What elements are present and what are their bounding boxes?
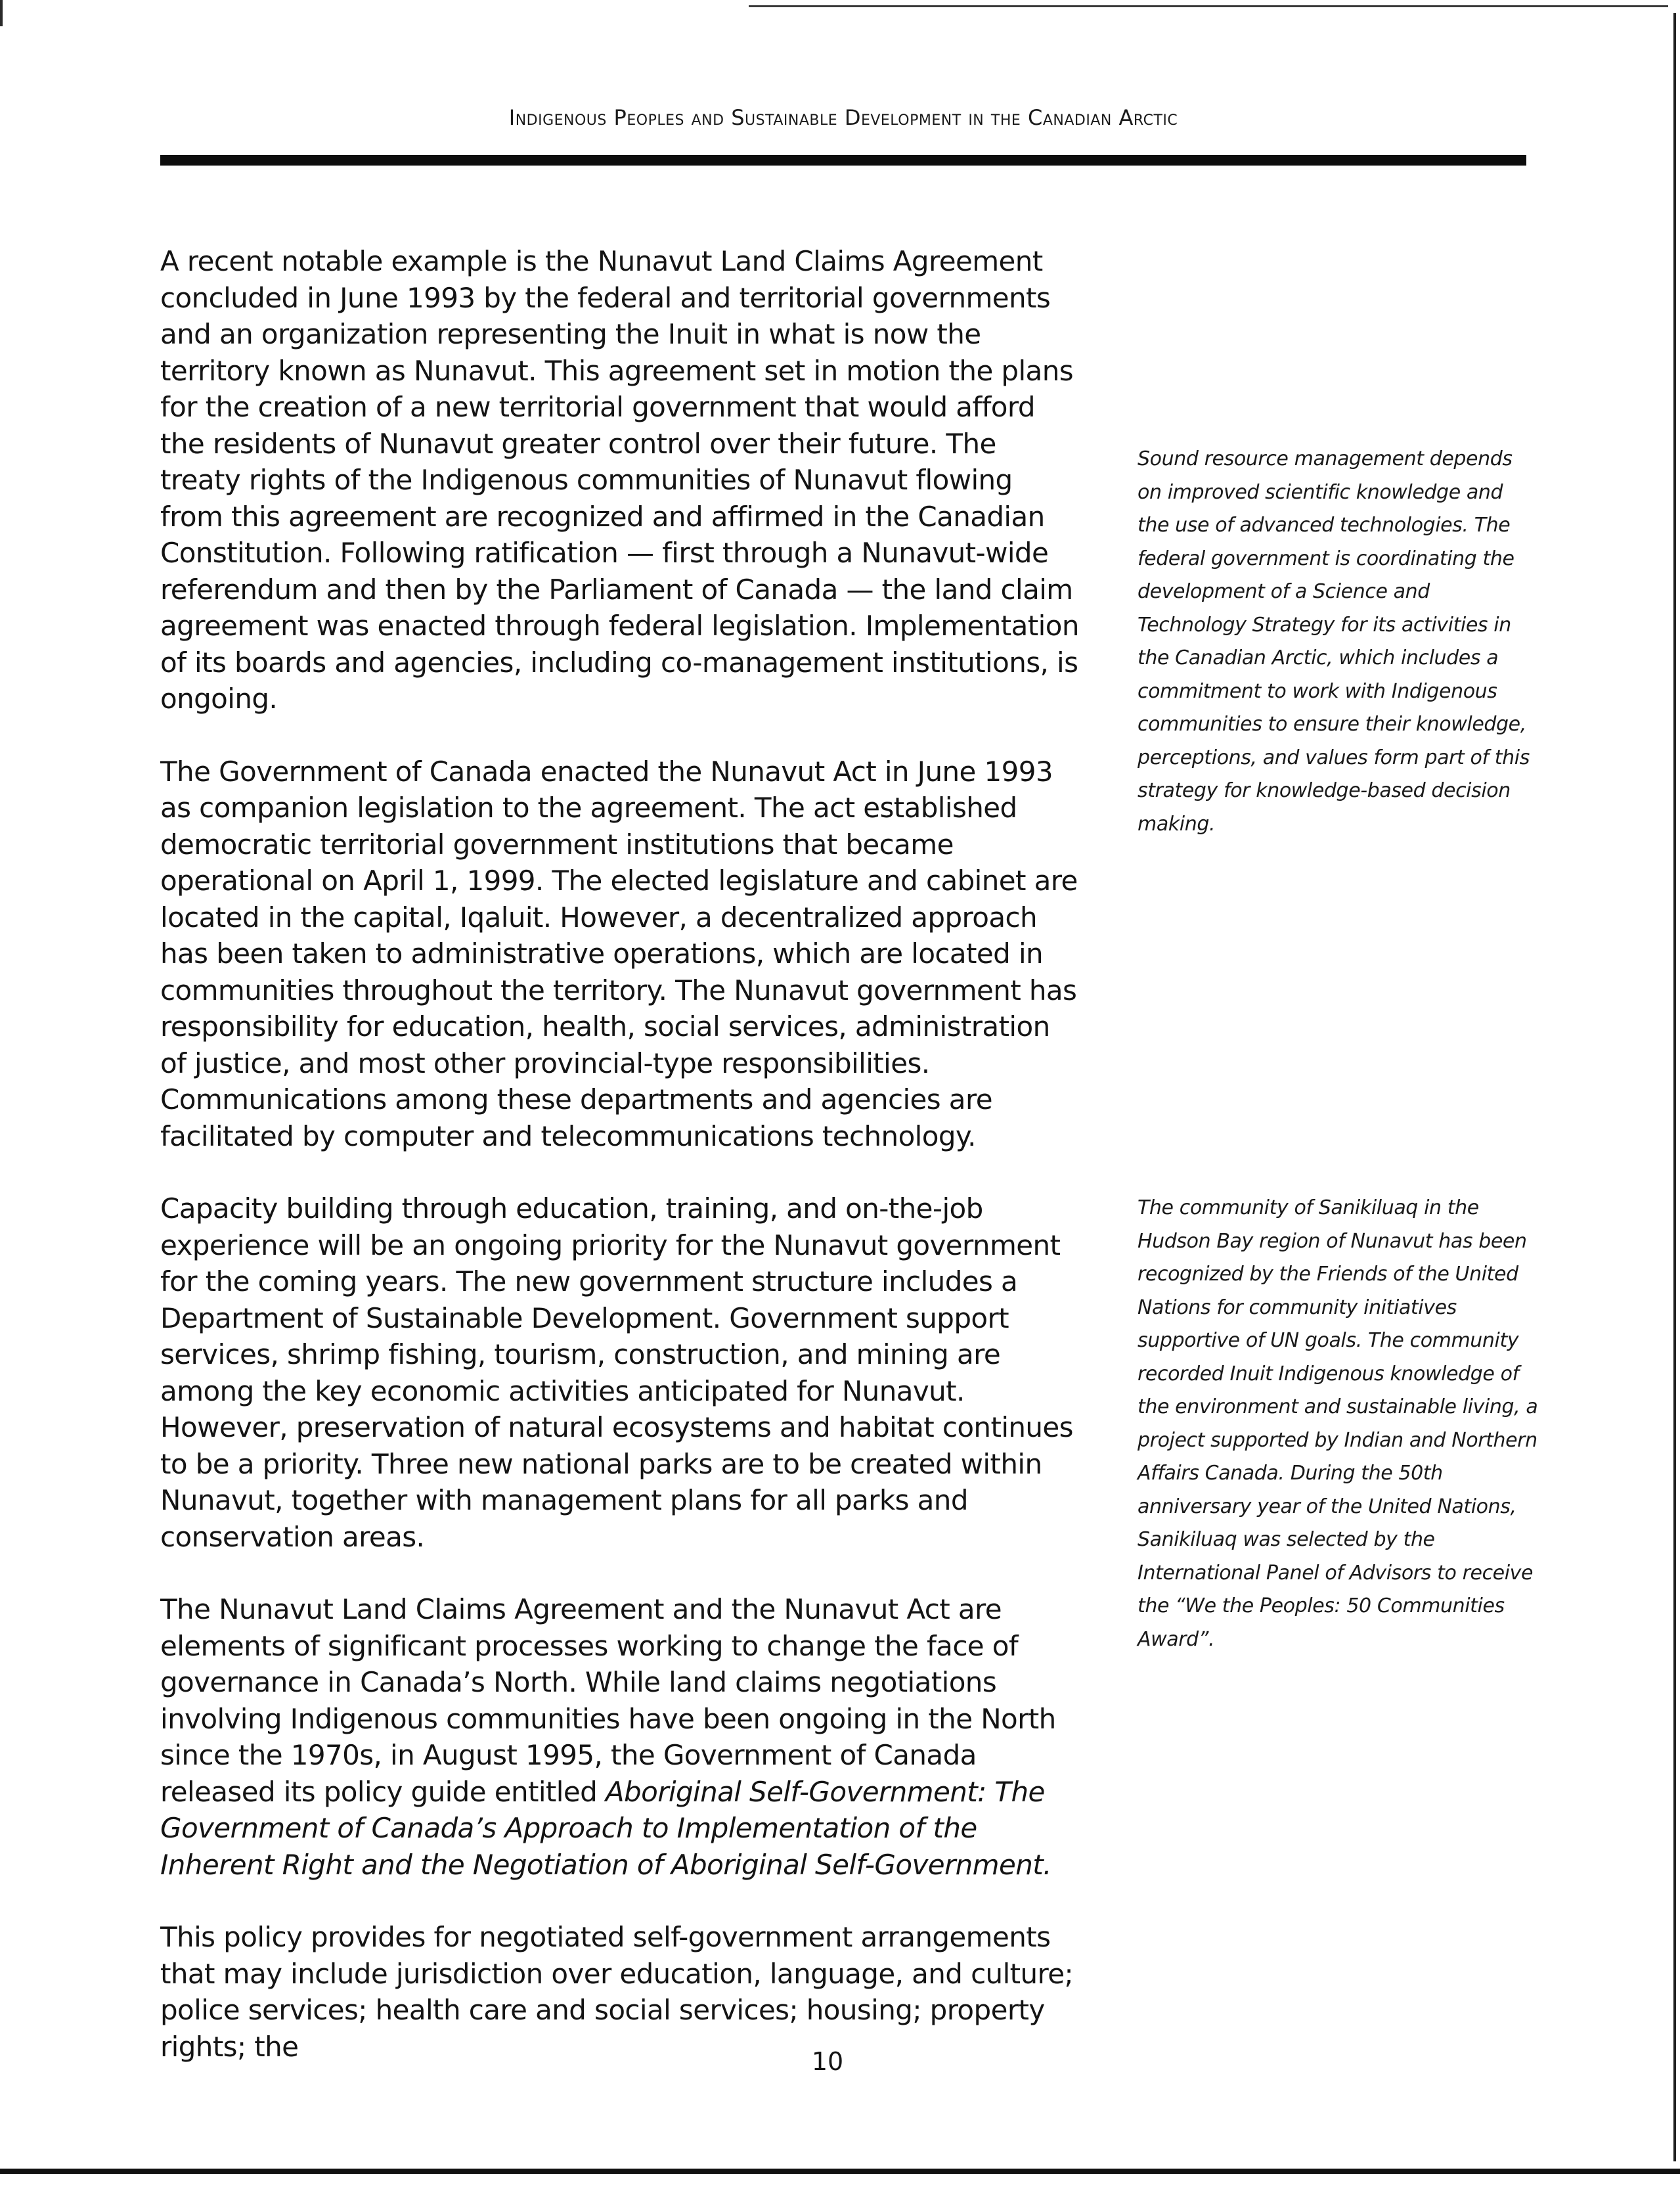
page-number: 10 xyxy=(811,2047,844,2076)
main-text-column xyxy=(160,243,1080,2065)
running-header: Indigenous Peoples and Sustainable Development in the Canadian Arctic xyxy=(508,105,1178,130)
body-paragraph-4-text: The Nunavut Land Claims Agreement and the Nunavut Act are elements of significant processes working to change the face of governance in Canada’s North. While land claims negotiations involving Indigenous communities have been ongoing in the North since the 1970s, in August 1995, the Government of Canada released its policy guide entitled xyxy=(160,1593,1056,1808)
policy-guide-title: Aboriginal Self-Government: The Government of Canada’s Approach to Implementation of the Inherent Right and the Negotiation of Aboriginal Self-Government. xyxy=(160,1775,1051,1881)
scan-right-edge-line xyxy=(1673,13,1676,2161)
body-paragraph-2: The Government of Canada enacted the Nunavut Act in June 1993 as companion legislation to the agreement. The act established democratic territorial government institutions that became operational on April 1, 1999. The elected legislature and cabinet are located in the capital, Iqaluit. However, a decentralized approach has been taken to administrative operations, which are located in communities throughout the territory. The Nunavut government has responsibility for education, health, social services, administration of justice, and most other provincial-type responsibilities. Communications among these departments and agencies are facilitated by computer and telecommunications technology. xyxy=(160,755,1078,1152)
sidebar-note-sanikiluaq: The community of Sanikiluaq in the Hudson Bay region of Nunavut has been recognized by the Friends of the United Nations for community initiatives supportive of UN goals. The community recorded Inuit Indigenous knowledge of the environment and sustainable living, a project supported by Indian and Northern Affairs Canada. During the 50th anniversary year of the United Nations, Sanikiluaq was selected by the International Panel of Advisors to receive the “We the Peoples: 50 Communities Award”. xyxy=(1138,1196,1538,1651)
body-paragraph-5: This policy provides for negotiated self-government arrangements that may include jurisdiction over education, language, and culture; police services; health care and social services; housing; property rights; the xyxy=(160,1921,1074,2063)
scan-left-edge-mark xyxy=(0,0,3,26)
body-paragraph-4 xyxy=(160,1591,1080,1883)
scan-bottom-edge-line xyxy=(0,2169,1680,2174)
body-paragraph-1: A recent notable example is the Nunavut Land Claims Agreement concluded in June 1993 by the federal and territorial governments and an organization representing the Inuit in what is now the territory known as Nunavut. This agreement set in motion the plans for the creation of a new territorial government that would afford the residents of Nunavut greater control over their future. The treaty rights of the Indigenous communities of Nunavut flowing from this agreement are recognized and affirmed in the Canadian Constitution. Following ratification — first through a Nunavut-wide referendum and then by the Parliament of Canada — the land claim agreement was enacted through federal legislation. Implementation of its boards and agencies, including co-management institutions, is ongoing. xyxy=(160,245,1079,715)
scan-top-edge-line xyxy=(749,5,1668,7)
header-rule xyxy=(160,155,1526,166)
body-paragraph-3: Capacity building through education, training, and on-the-job experience will be an ongoing priority for the Nunavut government for the coming years. The new government structure includes a Department of Sustainable Development. Government support services, shrimp fishing, tourism, construction, and mining are among the key economic activities anticipated for Nunavut. However, preservation of natural ecosystems and habitat continues to be a priority. Three new national parks are to be created within Nunavut, together with management plans for all parks and conservation areas. xyxy=(160,1192,1073,1553)
sidebar-note-science-strategy: Sound resource management depends on improved scientific knowledge and the use of advanced technologies. The federal government is coordinating the development of a Science and Technology Strategy for its activities in the Canadian Arctic, which includes a commitment to work with Indigenous communities to ensure their knowledge, perceptions, and values form part of this strategy for knowledge-based decision making. xyxy=(1138,447,1530,836)
